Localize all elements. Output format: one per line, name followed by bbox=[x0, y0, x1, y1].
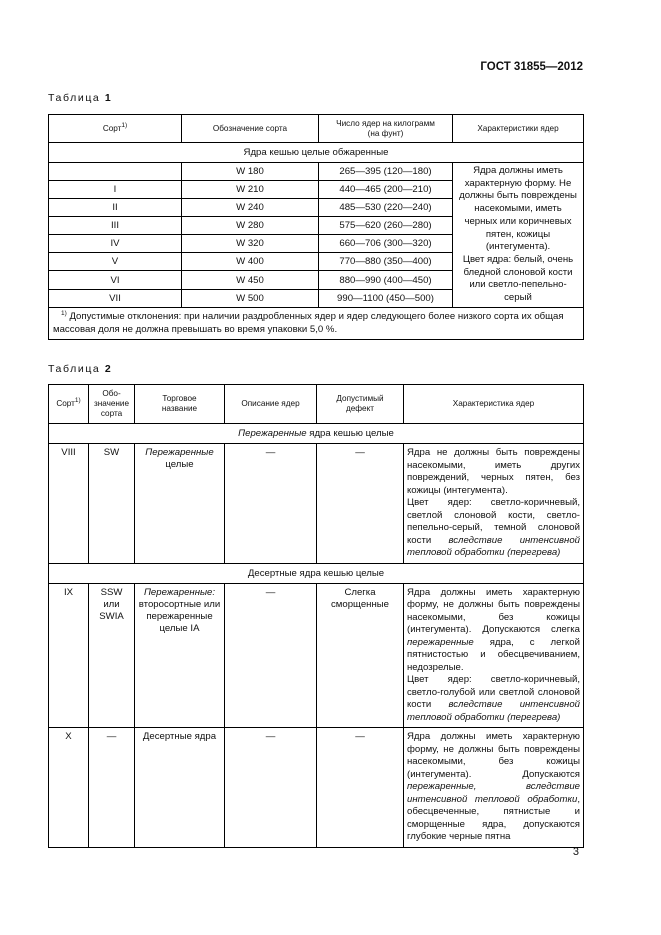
table1-section-title: Ядра кешью целые обжаренные bbox=[49, 143, 584, 163]
table2-header-characteristics: Характеристика ядер bbox=[404, 385, 584, 424]
defect-cell: Слегка сморщенные bbox=[317, 583, 404, 728]
table2-caption bbox=[48, 363, 111, 375]
grade-cell: II bbox=[49, 199, 182, 217]
table2-section1-row bbox=[49, 424, 584, 444]
designation-cell: SSW или SWIA bbox=[89, 583, 135, 728]
description-cell: — bbox=[225, 583, 317, 728]
table2-header-trade-name: Торговое название bbox=[135, 385, 225, 424]
table1-caption-number: 1 bbox=[104, 92, 111, 104]
characteristics-cell: Ядра не должны быть повреждены насекомыми, иметь других повреждений, черных пятен, без кожицы (интегумента). Цвет ядер: светло-коричневый, светлой слоновой кости, светло-пепельно-серый, темной слоновой кости вследствие интенсивной тепловой обработки (перегрева) bbox=[404, 444, 584, 564]
table1-characteristics-cell: Ядра должны иметь характерную форму. Не должны быть повреждены насекомыми, иметь черных или коричневых пятен, кожицы (интегумента). Цвет ядра: белый, очень бледной слоновой кости или светло-пепельно-серый bbox=[453, 163, 584, 308]
table2-header-grade: Сорт$^{1)}$ bbox=[49, 385, 89, 424]
designation-cell: W 450 bbox=[182, 271, 319, 289]
table2-header-defect: Допустимый дефект bbox=[317, 385, 404, 424]
count-cell: 990—1100 (450—500) bbox=[319, 289, 453, 307]
count-cell: 575—620 (260—280) bbox=[319, 217, 453, 235]
designation-cell: W 280 bbox=[182, 217, 319, 235]
trade-name-cell: Пережаренные целые bbox=[135, 444, 225, 564]
description-cell: — bbox=[225, 728, 317, 848]
description-cell: — bbox=[225, 444, 317, 564]
characteristics-cell: Ядра должны иметь характерную форму, не должны быть повреждены насекомыми, без кожицы (интегумента). Допускаются слегка пережаренные ядра, с легкой пятнистостью и обесцвечиванием, недозрелые. Цвет ядер: светло-коричневый, светло-голубой или светлой слоновой кости вследствие интенсивной тепловой обработки (перегрева) bbox=[404, 583, 584, 728]
table2-header-designation: Обо- значение сорта bbox=[89, 385, 135, 424]
table-row bbox=[49, 728, 584, 848]
count-cell: 660—706 (300—320) bbox=[319, 235, 453, 253]
table2-header-description: Описание ядер bbox=[225, 385, 317, 424]
designation-cell: W 180 bbox=[182, 163, 319, 181]
grade-cell: VII bbox=[49, 289, 182, 307]
trade-name-cell: Десертные ядра bbox=[135, 728, 225, 848]
table1-header-designation: Обозначение сорта bbox=[182, 115, 319, 143]
designation-cell: W 400 bbox=[182, 253, 319, 271]
table1-header-count: Число ядер на килограмм (на фунт) bbox=[319, 115, 453, 143]
table1-footnote-row bbox=[49, 307, 584, 339]
table1-header-grade: Сорт$^{1)}$ bbox=[49, 115, 182, 143]
grade-cell: V bbox=[49, 253, 182, 271]
table2-caption-number: 2 bbox=[104, 363, 111, 375]
grade-cell: VIII bbox=[49, 444, 89, 564]
count-cell: 485—530 (220—240) bbox=[319, 199, 453, 217]
designation-cell: W 210 bbox=[182, 181, 319, 199]
grade-cell: IX bbox=[49, 583, 89, 728]
count-cell: 770—880 (350—400) bbox=[319, 253, 453, 271]
table-row bbox=[49, 444, 584, 564]
count-cell: 440—465 (200—210) bbox=[319, 181, 453, 199]
table2-section2-row bbox=[49, 563, 584, 583]
defect-cell: — bbox=[317, 444, 404, 564]
table-2 bbox=[48, 384, 584, 848]
designation-cell: SW bbox=[89, 444, 135, 564]
defect-cell: — bbox=[317, 728, 404, 848]
grade-cell: VI bbox=[49, 271, 182, 289]
page-number: 3 bbox=[572, 846, 579, 858]
grade-cell: X bbox=[49, 728, 89, 848]
trade-name-cell: Пережаренные: второсортные или пережаренные целые IA bbox=[135, 583, 225, 728]
count-cell: 265—395 (120—180) bbox=[319, 163, 453, 181]
table1-section-row bbox=[49, 143, 584, 163]
table2-section1-title: Пережаренные ядра кешью целые bbox=[49, 424, 584, 444]
table-1 bbox=[48, 114, 584, 340]
count-cell: 880—990 (400—450) bbox=[319, 271, 453, 289]
table2-section2-title: Десертные ядра кешью целые bbox=[49, 563, 584, 583]
table-row bbox=[49, 583, 584, 728]
table-row bbox=[49, 163, 584, 181]
grade-cell: IV bbox=[49, 235, 182, 253]
grade-cell: III bbox=[49, 217, 182, 235]
grade-cell bbox=[49, 163, 182, 181]
table1-caption bbox=[48, 92, 111, 104]
designation-cell: — bbox=[89, 728, 135, 848]
standard-code: ГОСТ 31855—2012 bbox=[480, 61, 583, 73]
grade-cell: I bbox=[49, 181, 182, 199]
designation-cell: W 500 bbox=[182, 289, 319, 307]
designation-cell: W 320 bbox=[182, 235, 319, 253]
table2-header-row bbox=[49, 385, 584, 424]
table1-caption-word: Таблица bbox=[48, 92, 101, 104]
table1-footnote: $^{1)}$ Допустимые отклонения: при наличии раздробленных ядер и ядер следующего более низкого сорта их общая массовая доля не должна превышать во время упаковки 5,0 %. bbox=[49, 307, 584, 339]
designation-cell: W 240 bbox=[182, 199, 319, 217]
characteristics-cell: Ядра должны иметь характерную форму, не должны быть повреждены насекомыми, без кожицы (интегумента). Допускаются пережаренные, вследствие интенсивной тепловой обработки, обесцвеченные, пятнистые и сморщенные ядра, допускаются глубокие черные пятна bbox=[404, 728, 584, 848]
table1-header-characteristics: Характеристики ядер bbox=[453, 115, 584, 143]
table2-caption-word: Таблица bbox=[48, 363, 101, 375]
table1-header-row bbox=[49, 115, 584, 143]
